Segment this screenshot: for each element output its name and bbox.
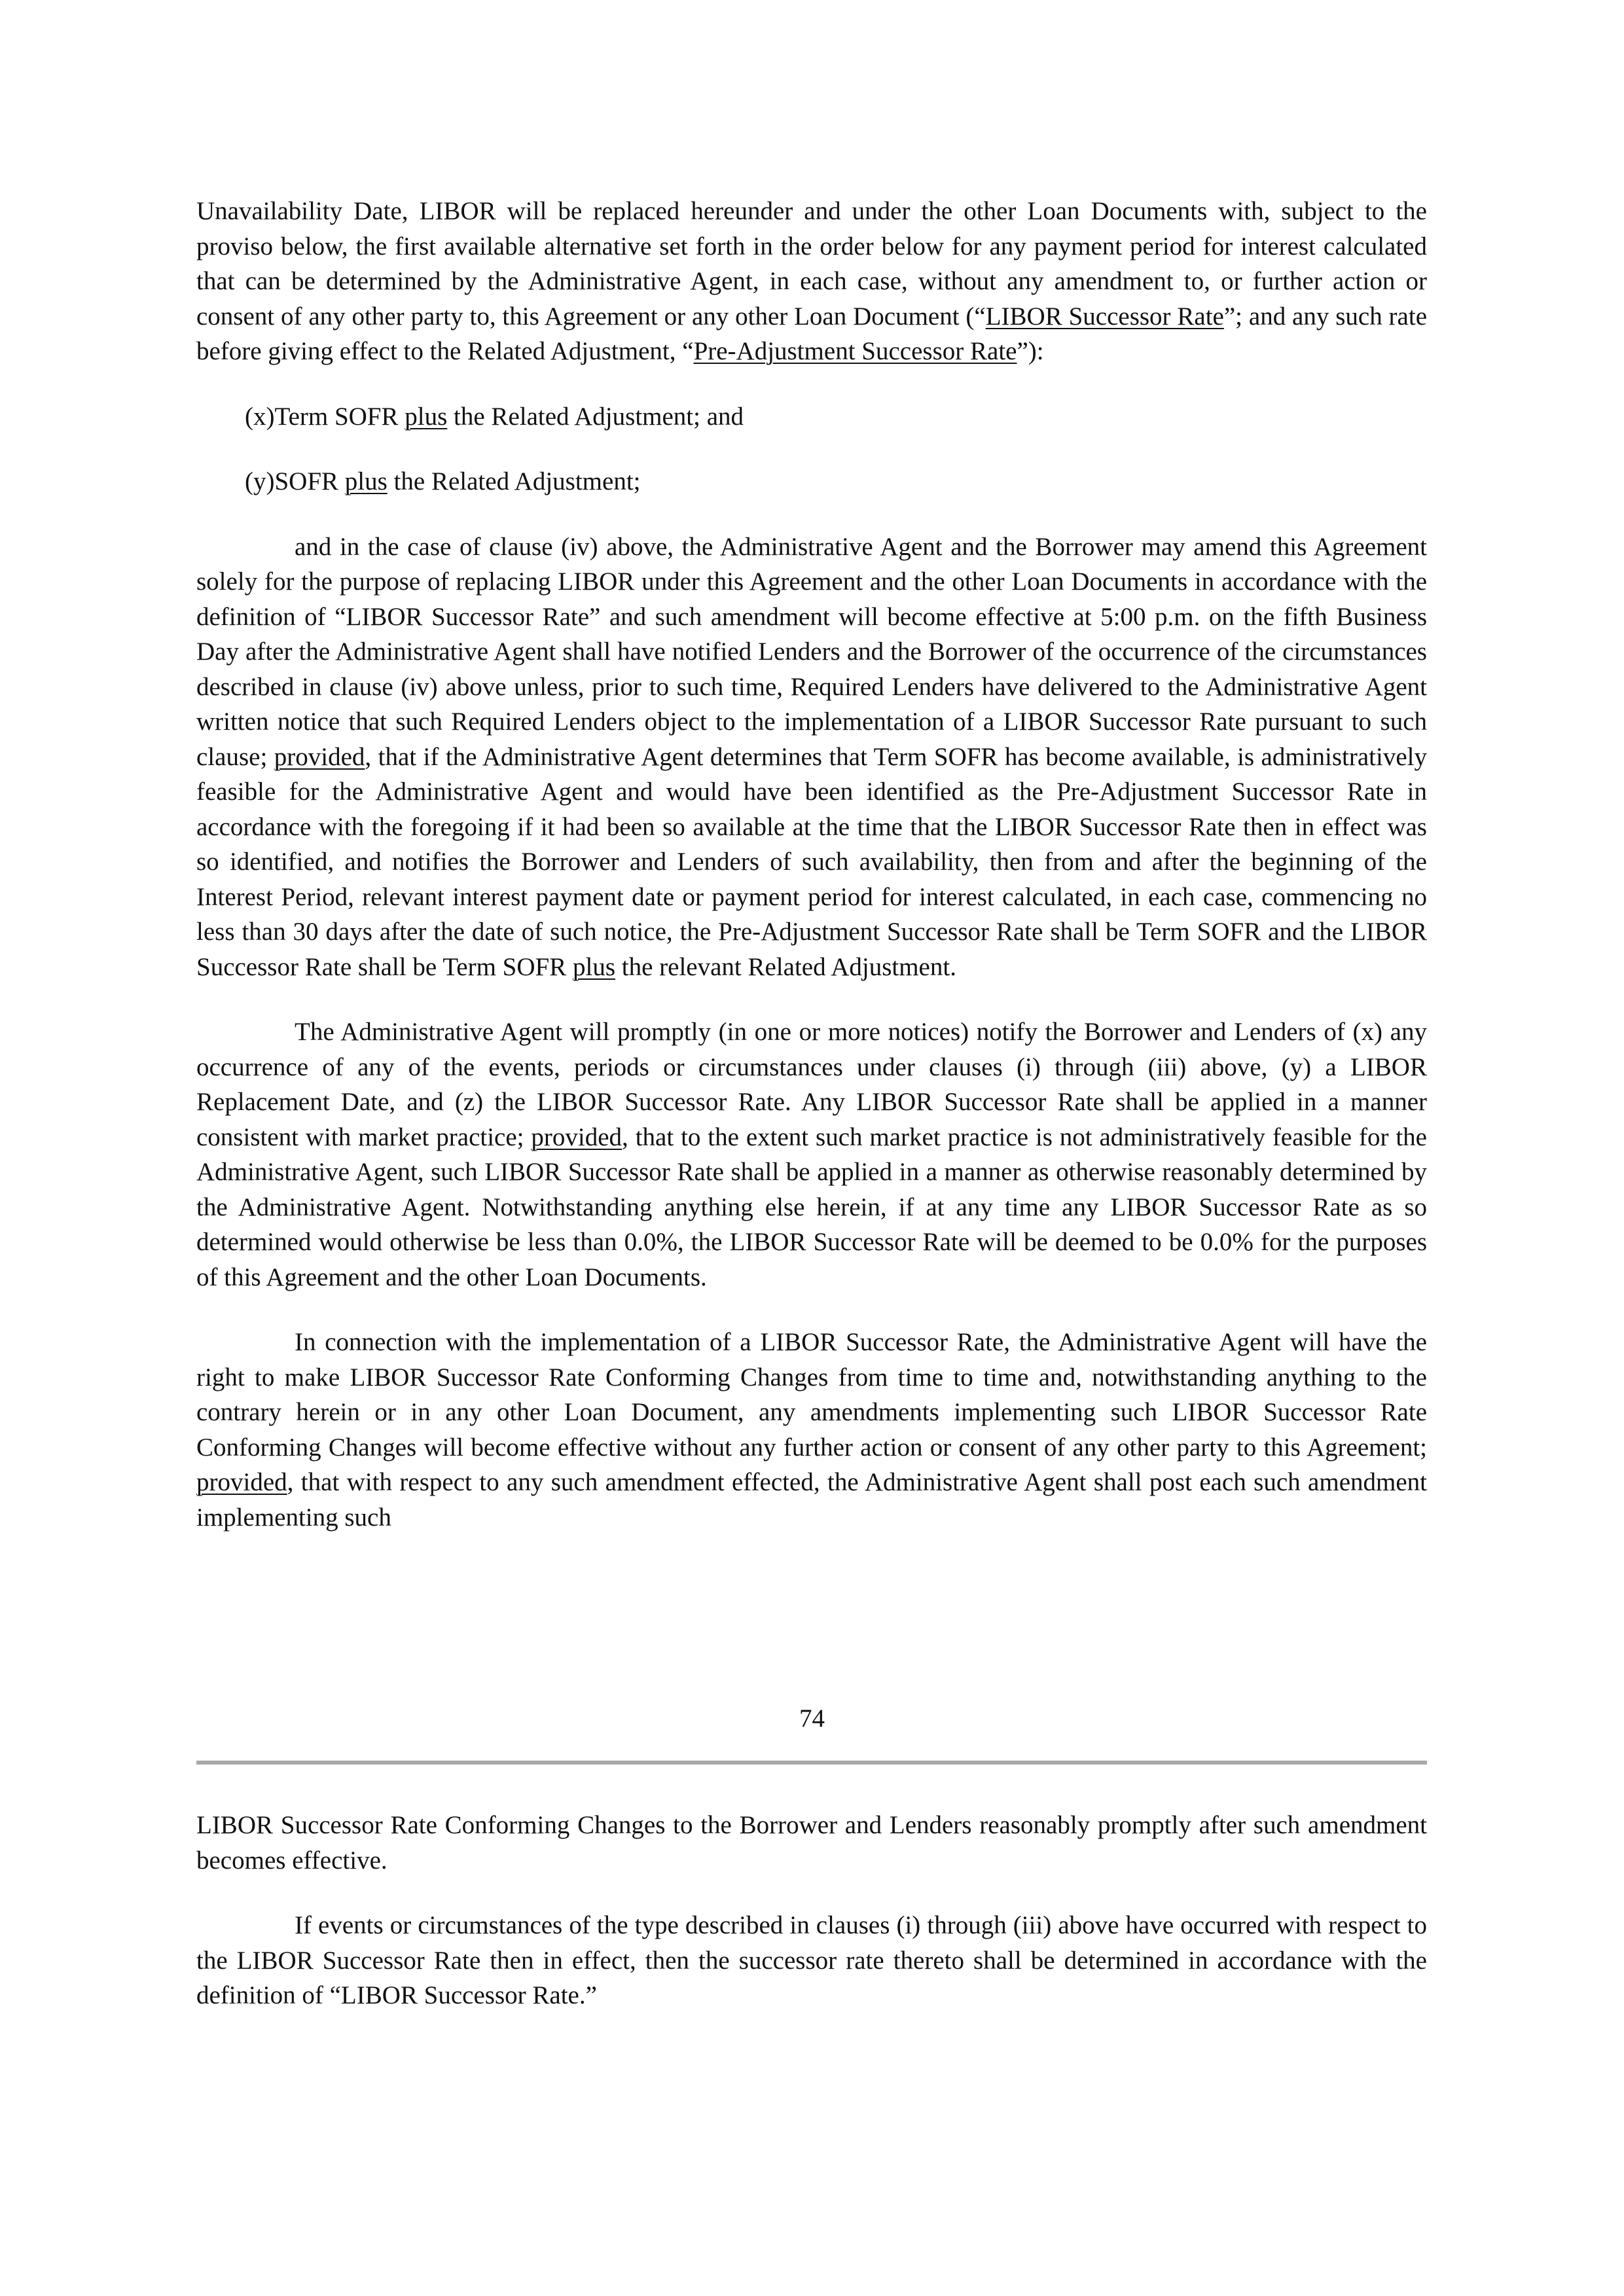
emphasis-provided: provided [274,742,365,771]
text-run: Unavailability Date, LIBOR will be replaced hereunder and under the other Loan Documents with, subject to the proviso below, the first available alternative set forth in the order below for any payment period for interest calculated that can be determined by the Administrative Agent, in each case, without any amendment to, or further action or consent of any other party to, this Agreement or any other Loan Document (“ [196,197,1427,331]
text-run: (x)Term SOFR [245,402,405,431]
text-run: ”; and any such rate before giving effect to the Related Adjustment, “ [196,302,1428,365]
emphasis-plus: plus [344,467,388,495]
text-run: , that to the extent such market practice is not administratively feasible for the Administrative Agent, such LIBOR Successor Rate shall be applied in a manner as otherwise reasonably determined by the Administrative Agent. Notwithstanding anything else herein, if at any time any LIBOR Successor Rate as so determined would otherwise be less than 0.0%, the LIBOR Successor Rate will be deemed to be 0.0% for the purposes of this Agreement and the other Loan Documents. [196,1122,1427,1291]
list-item-x [196,399,1427,435]
document-page-bottom [196,1808,1427,2013]
emphasis-plus: plus [405,402,448,431]
text-run: ”): [1017,337,1044,365]
paragraph-notice-requirements [196,1014,1427,1295]
defined-term-libor-successor-rate: LIBOR Successor Rate [985,302,1224,331]
text-run: , that if the Administrative Agent determines that Term SOFR has become available, is administratively feasible for the Administrative Agent and would have been identified as the Pre-Adjustment Successor Rate in accordance with the foregoing if it had been so available at the time that the LIBOR Successor Rate then in effect was so identified, and notifies the Borrower and Lenders of such availability, then from and after the beginning of the Interest Period, relevant interest payment date or payment period for interest calculated, in each case, commencing no less than 30 days after the date of such notice, the Pre-Adjustment Successor Rate shall be Term SOFR and the LIBOR Successor Rate shall be Term SOFR [196,742,1427,981]
text-run: The Administrative Agent will promptly (in one or more notices) notify the Borrower and Lenders of (x) any occurrence of any of the events, periods or circumstances under clauses (i) through (iii) above, (y) a LIBOR Replacement Date, and (z) the LIBOR Successor Rate. Any LIBOR Successor Rate shall be applied in a manner consistent with market practice; [196,1018,1427,1151]
text-run: (y)SOFR [245,467,345,495]
emphasis-plus: plus [572,952,615,981]
document-page-top [196,194,1427,1535]
paragraph-clause-iv-amendment [196,529,1427,985]
paragraph-conforming-changes-continued: LIBOR Successor Rate Conforming Changes to the Borrower and Lenders reasonably promptly after such amendment becomes effective. [196,1811,1427,1874]
page-number: 74 [799,1704,825,1732]
paragraph-successor-rate-events: If events or circumstances of the type described in clauses (i) through (iii) above have occurred with respect to the LIBOR Successor Rate then in effect, then the successor rate thereto shall be determined in accordance with the definition of “LIBOR Successor Rate.” [196,1911,1427,2009]
text-run: the Related Adjustment; [387,467,641,495]
emphasis-provided: provided [531,1122,623,1151]
text-run: the relevant Related Adjustment. [615,952,956,981]
text-run: and in the case of clause (iv) above, the Administrative Agent and the Borrower may amend this Agreement solely for the purpose of replacing LIBOR under this Agreement and the other Loan Documents in accordance with the definition of “LIBOR Successor Rate” and such amendment will become effective at 5:00 p.m. on the fifth Business Day after the Administrative Agent shall have notified Lenders and the Borrower of the occurrence of the circumstances described in clause (iv) above unless, prior to such time, Required Lenders have delivered to the Administrative Agent written notice that such Required Lenders object to the implementation of a LIBOR Successor Rate pursuant to such clause; [196,532,1427,771]
text-run: , that with respect to any such amendment effected, the Administrative Agent shall post each such amendment implementing such [196,1468,1427,1532]
text-run: In connection with the implementation of a LIBOR Successor Rate, the Administrative Agent will have the right to make LIBOR Successor Rate Conforming Changes from time to time and, notwithstanding anything to the contrary herein or in any other Loan Document, any amendments implementing such LIBOR Successor Rate Conforming Changes will become effective without any further action or consent of any other party to this Agreement; [196,1328,1427,1462]
defined-term-pre-adjustment-successor-rate: Pre-Adjustment Successor Rate [693,337,1017,365]
emphasis-provided: provided [196,1468,287,1496]
paragraph-successor-rate-intro [196,194,1427,369]
text-run: the Related Adjustment; and [447,402,744,431]
list-item-y [196,464,1427,499]
paragraph-conforming-changes [196,1325,1427,1535]
page-divider [196,1761,1427,1765]
